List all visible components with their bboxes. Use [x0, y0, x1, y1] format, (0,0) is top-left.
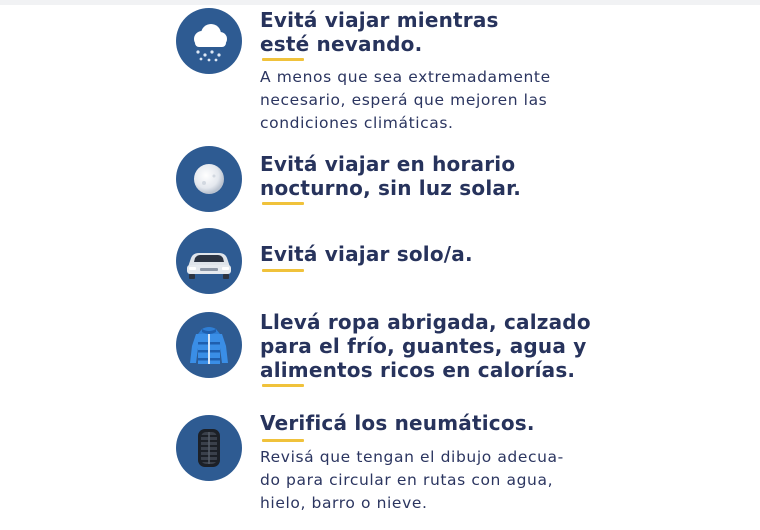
- tip-title: Evitá viajar solo/a.: [260, 242, 473, 266]
- tire-icon: [176, 415, 242, 481]
- tip-description: Revisá que tengan el dibujo adecua- do para circular en rutas con agua, hielo, barro o nieve.: [260, 448, 564, 512]
- accent-rule: [262, 384, 304, 387]
- accent-rule: [262, 269, 304, 272]
- tip-title: Evitá viajar en horario nocturno, sin luz solar.: [260, 152, 522, 200]
- accent-rule: [262, 439, 304, 442]
- car-icon: [176, 228, 242, 294]
- accent-rule: [262, 202, 304, 205]
- accent-rule: [262, 58, 304, 61]
- moon-icon: [176, 146, 242, 212]
- tip-title: Llevá ropa abrigada, calzado para el frío, guantes, agua y alimentos ricos en calorías.: [260, 310, 591, 382]
- tip-title: Verificá los neumáticos.: [260, 411, 535, 435]
- top-divider: [0, 0, 760, 5]
- tip-description: A menos que sea extremadamente necesario, esperá que mejoren las condiciones climáticas.: [260, 68, 551, 132]
- snow-cloud-icon: [176, 8, 242, 74]
- tip-title: Evitá viajar mientras esté nevando.: [260, 8, 499, 56]
- winter-jacket-icon: [176, 312, 242, 378]
